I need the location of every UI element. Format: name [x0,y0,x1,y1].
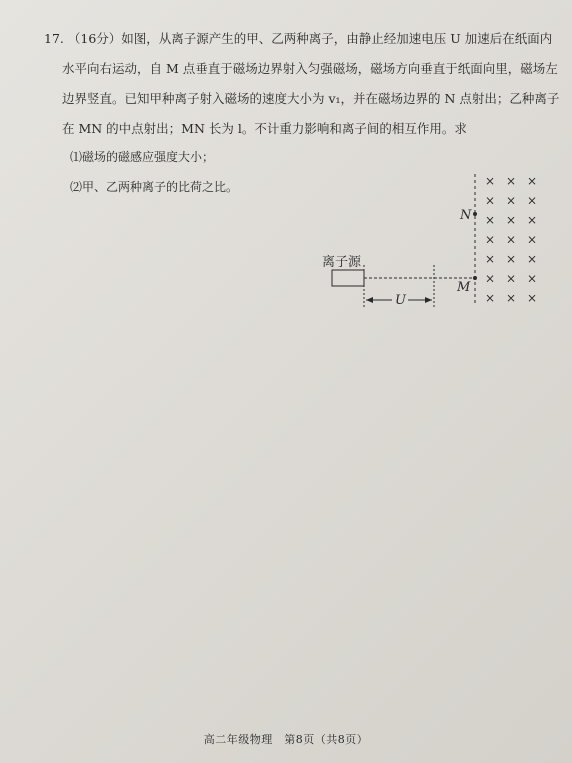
field-cross: × [527,271,538,286]
problem-points: （16分） [67,31,122,46]
field-cross: × [527,291,538,305]
question-1: ⑴磁场的磁感应强度大小； [70,150,215,164]
problem-17 [44,24,560,144]
ion-source-box [332,270,364,286]
field-cross: × [506,271,517,286]
field-cross: × [527,193,538,208]
field-cross: × [506,174,517,188]
magnetic-field [485,174,537,305]
field-cross: × [506,213,517,227]
field-cross: × [485,174,496,188]
point-m-label: M [457,280,471,295]
question-2: ⑵甲、乙两种离子的比荷之比。 [70,180,239,194]
field-cross: × [527,174,538,188]
problem-text-1: 如图，从离子源产生的甲、乙两种离子，由静止经加速电压 U 加速后在纸面内 [121,31,553,46]
voltage-label: U [395,293,406,308]
field-cross: × [485,291,496,305]
field-cross: × [527,252,538,266]
problem-line-3: 边界竖直。已知甲种离子射入磁场的速度大小为 v₁，并在磁场边界的 N 点射出；乙种离子 [62,91,560,106]
field-cross: × [506,193,517,208]
point-n-dot [473,212,477,216]
field-cross: × [485,213,496,227]
field-cross: × [506,291,517,305]
problem-line-4: 在 MN 的中点射出；MN 长为 l。不计重力影响和离子间的相互作用。求 [62,121,467,136]
page-footer: 高二年级物理 第8页（共8页） [203,733,369,746]
field-cross: × [527,213,538,227]
point-m-dot [473,276,477,280]
field-cross: × [506,232,517,247]
ion-source-label: 离子源 [322,255,362,270]
field-cross: × [485,193,496,208]
problem-line-1 [44,24,553,54]
field-cross: × [506,252,517,266]
field-cross: × [485,232,496,247]
physics-diagram [310,170,540,320]
field-cross: × [485,252,496,266]
field-cross: × [485,271,496,286]
field-cross: × [527,232,538,247]
problem-line-2: 水平向右运动，自 M 点垂直于磁场边界射入匀强磁场，磁场方向垂直于纸面向里，磁场左 [62,61,558,76]
point-n-label: N [460,208,472,223]
problem-number: 17. [44,31,64,46]
